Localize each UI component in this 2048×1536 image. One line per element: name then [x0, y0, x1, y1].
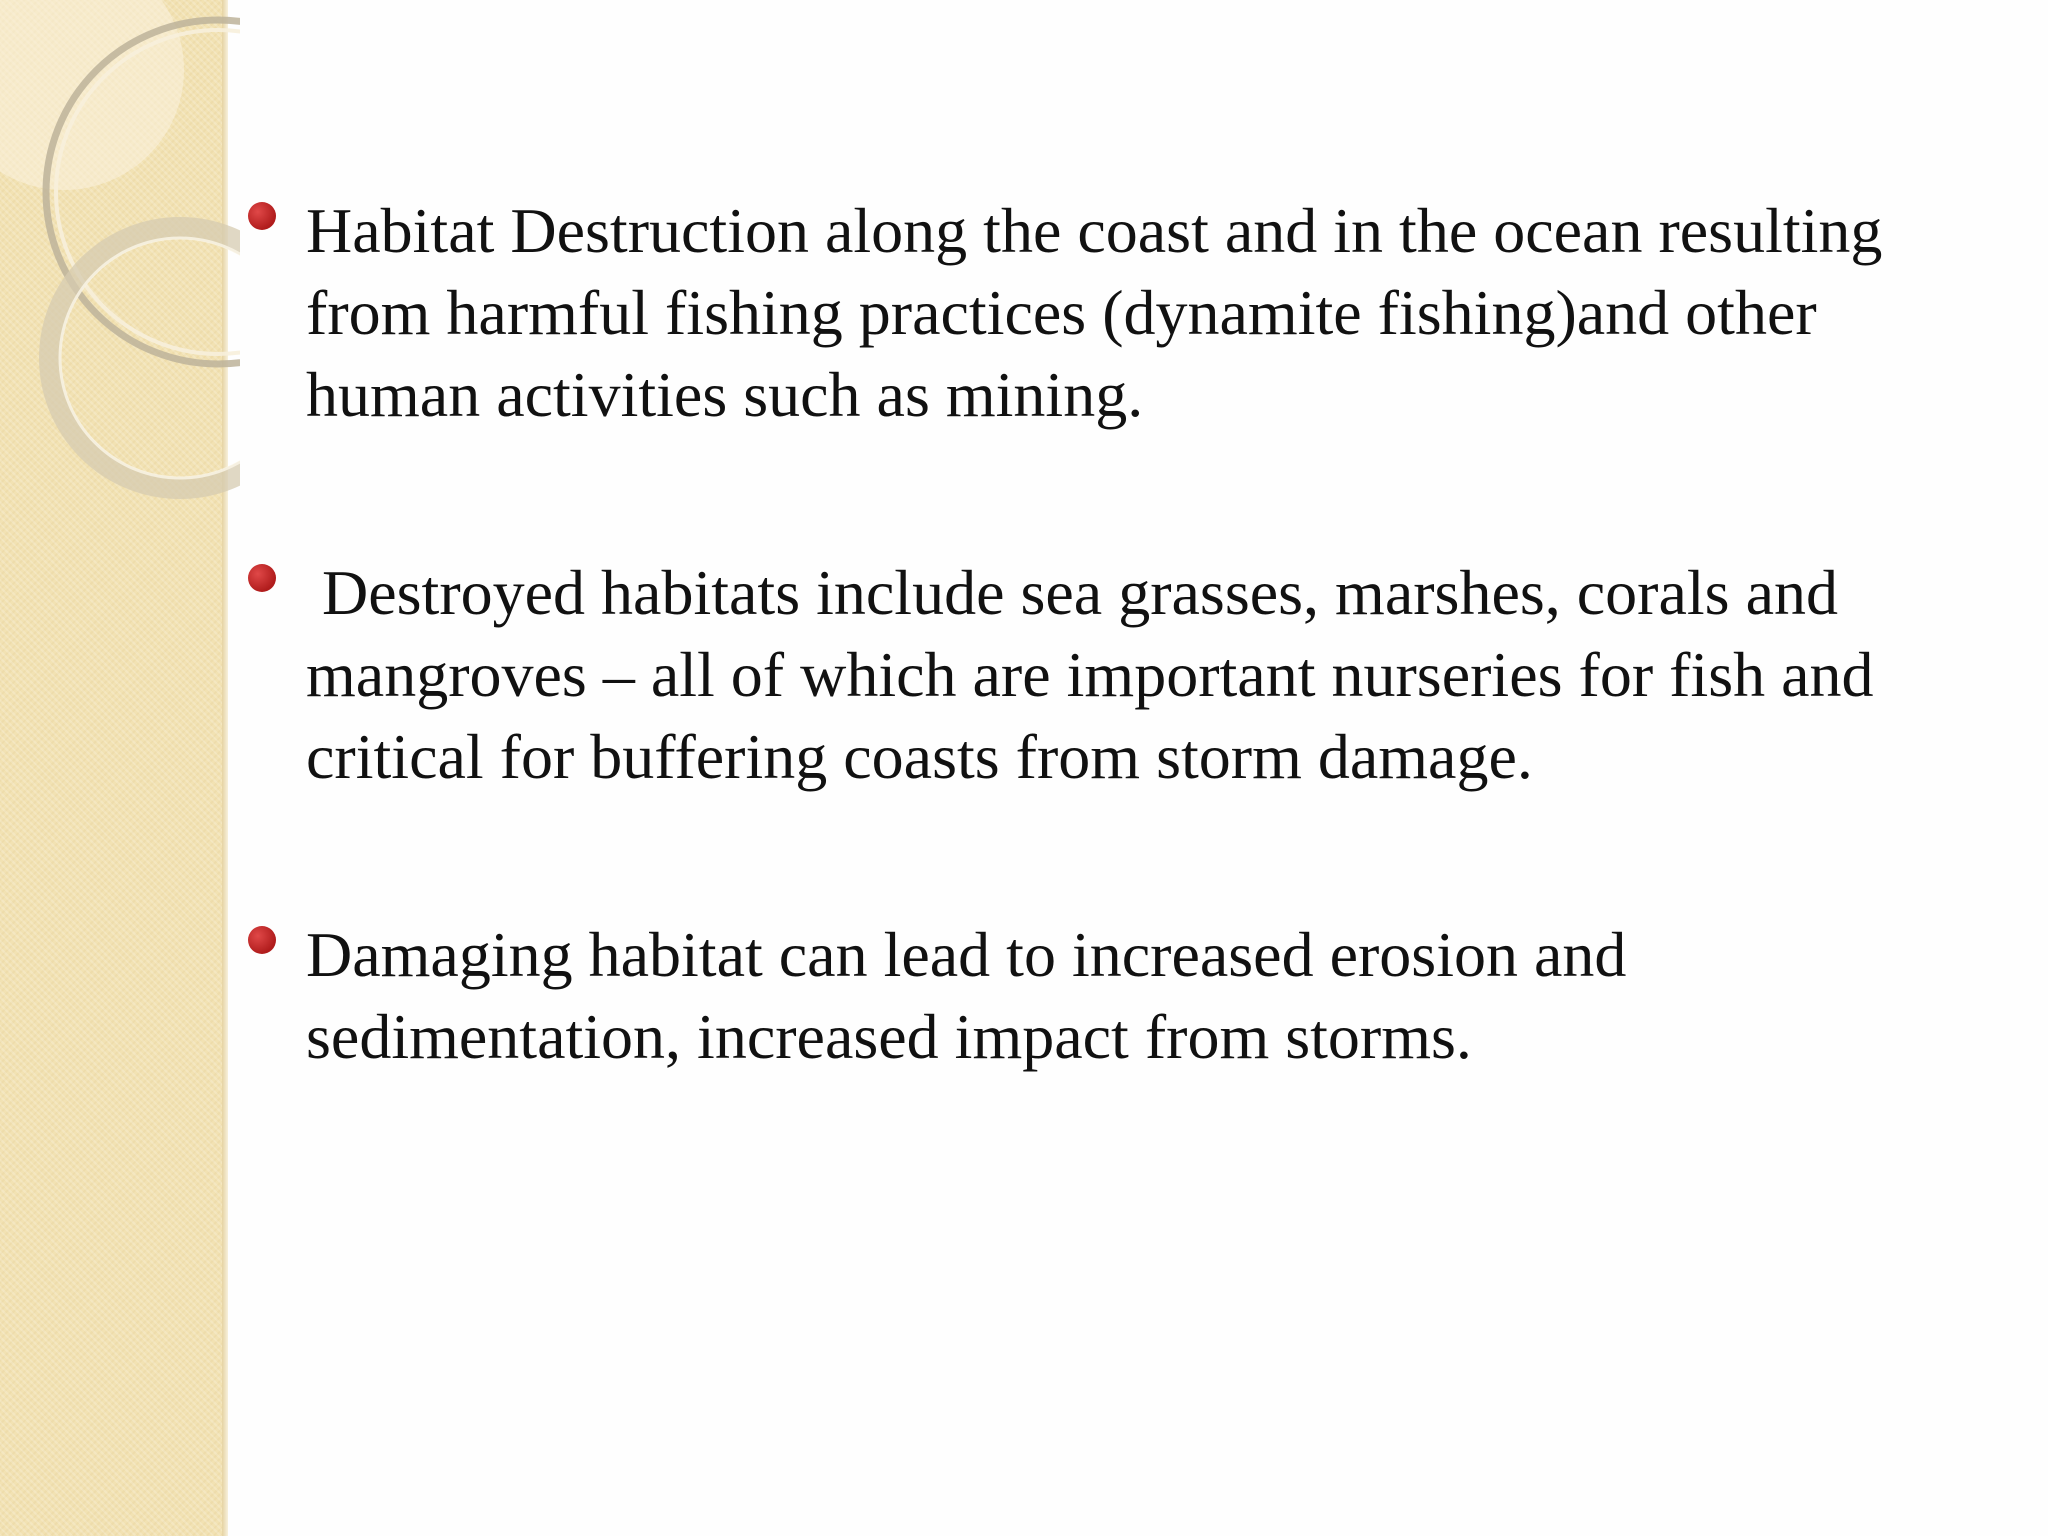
bullet-list: [244, 190, 2004, 1078]
decorative-rings: [0, 0, 240, 520]
bullet-item-habitat-destruction: [244, 190, 2004, 436]
bullet-text: Habitat Destruction along the coast and in the ocean resulting from harmful fishing practices (dynamite fishing)and other human activities such as mining.: [306, 195, 1883, 430]
bullet-text: Destroyed habitats include sea grasses, marshes, corals and mangroves – all of which are important nurseries for fish and critical for buffering coasts from storm damage.: [306, 557, 1890, 792]
bullet-dot-icon: [248, 202, 276, 230]
bullet-text: Damaging habitat can lead to increased erosion and sedimentation, increased impact from storms.: [306, 919, 1627, 1072]
bullet-dot-icon: [248, 926, 276, 954]
bullet-item-damaging-habitat: [244, 914, 2004, 1078]
bullet-dot-icon: [248, 564, 276, 592]
bullet-item-destroyed-habitats: [244, 552, 2004, 798]
